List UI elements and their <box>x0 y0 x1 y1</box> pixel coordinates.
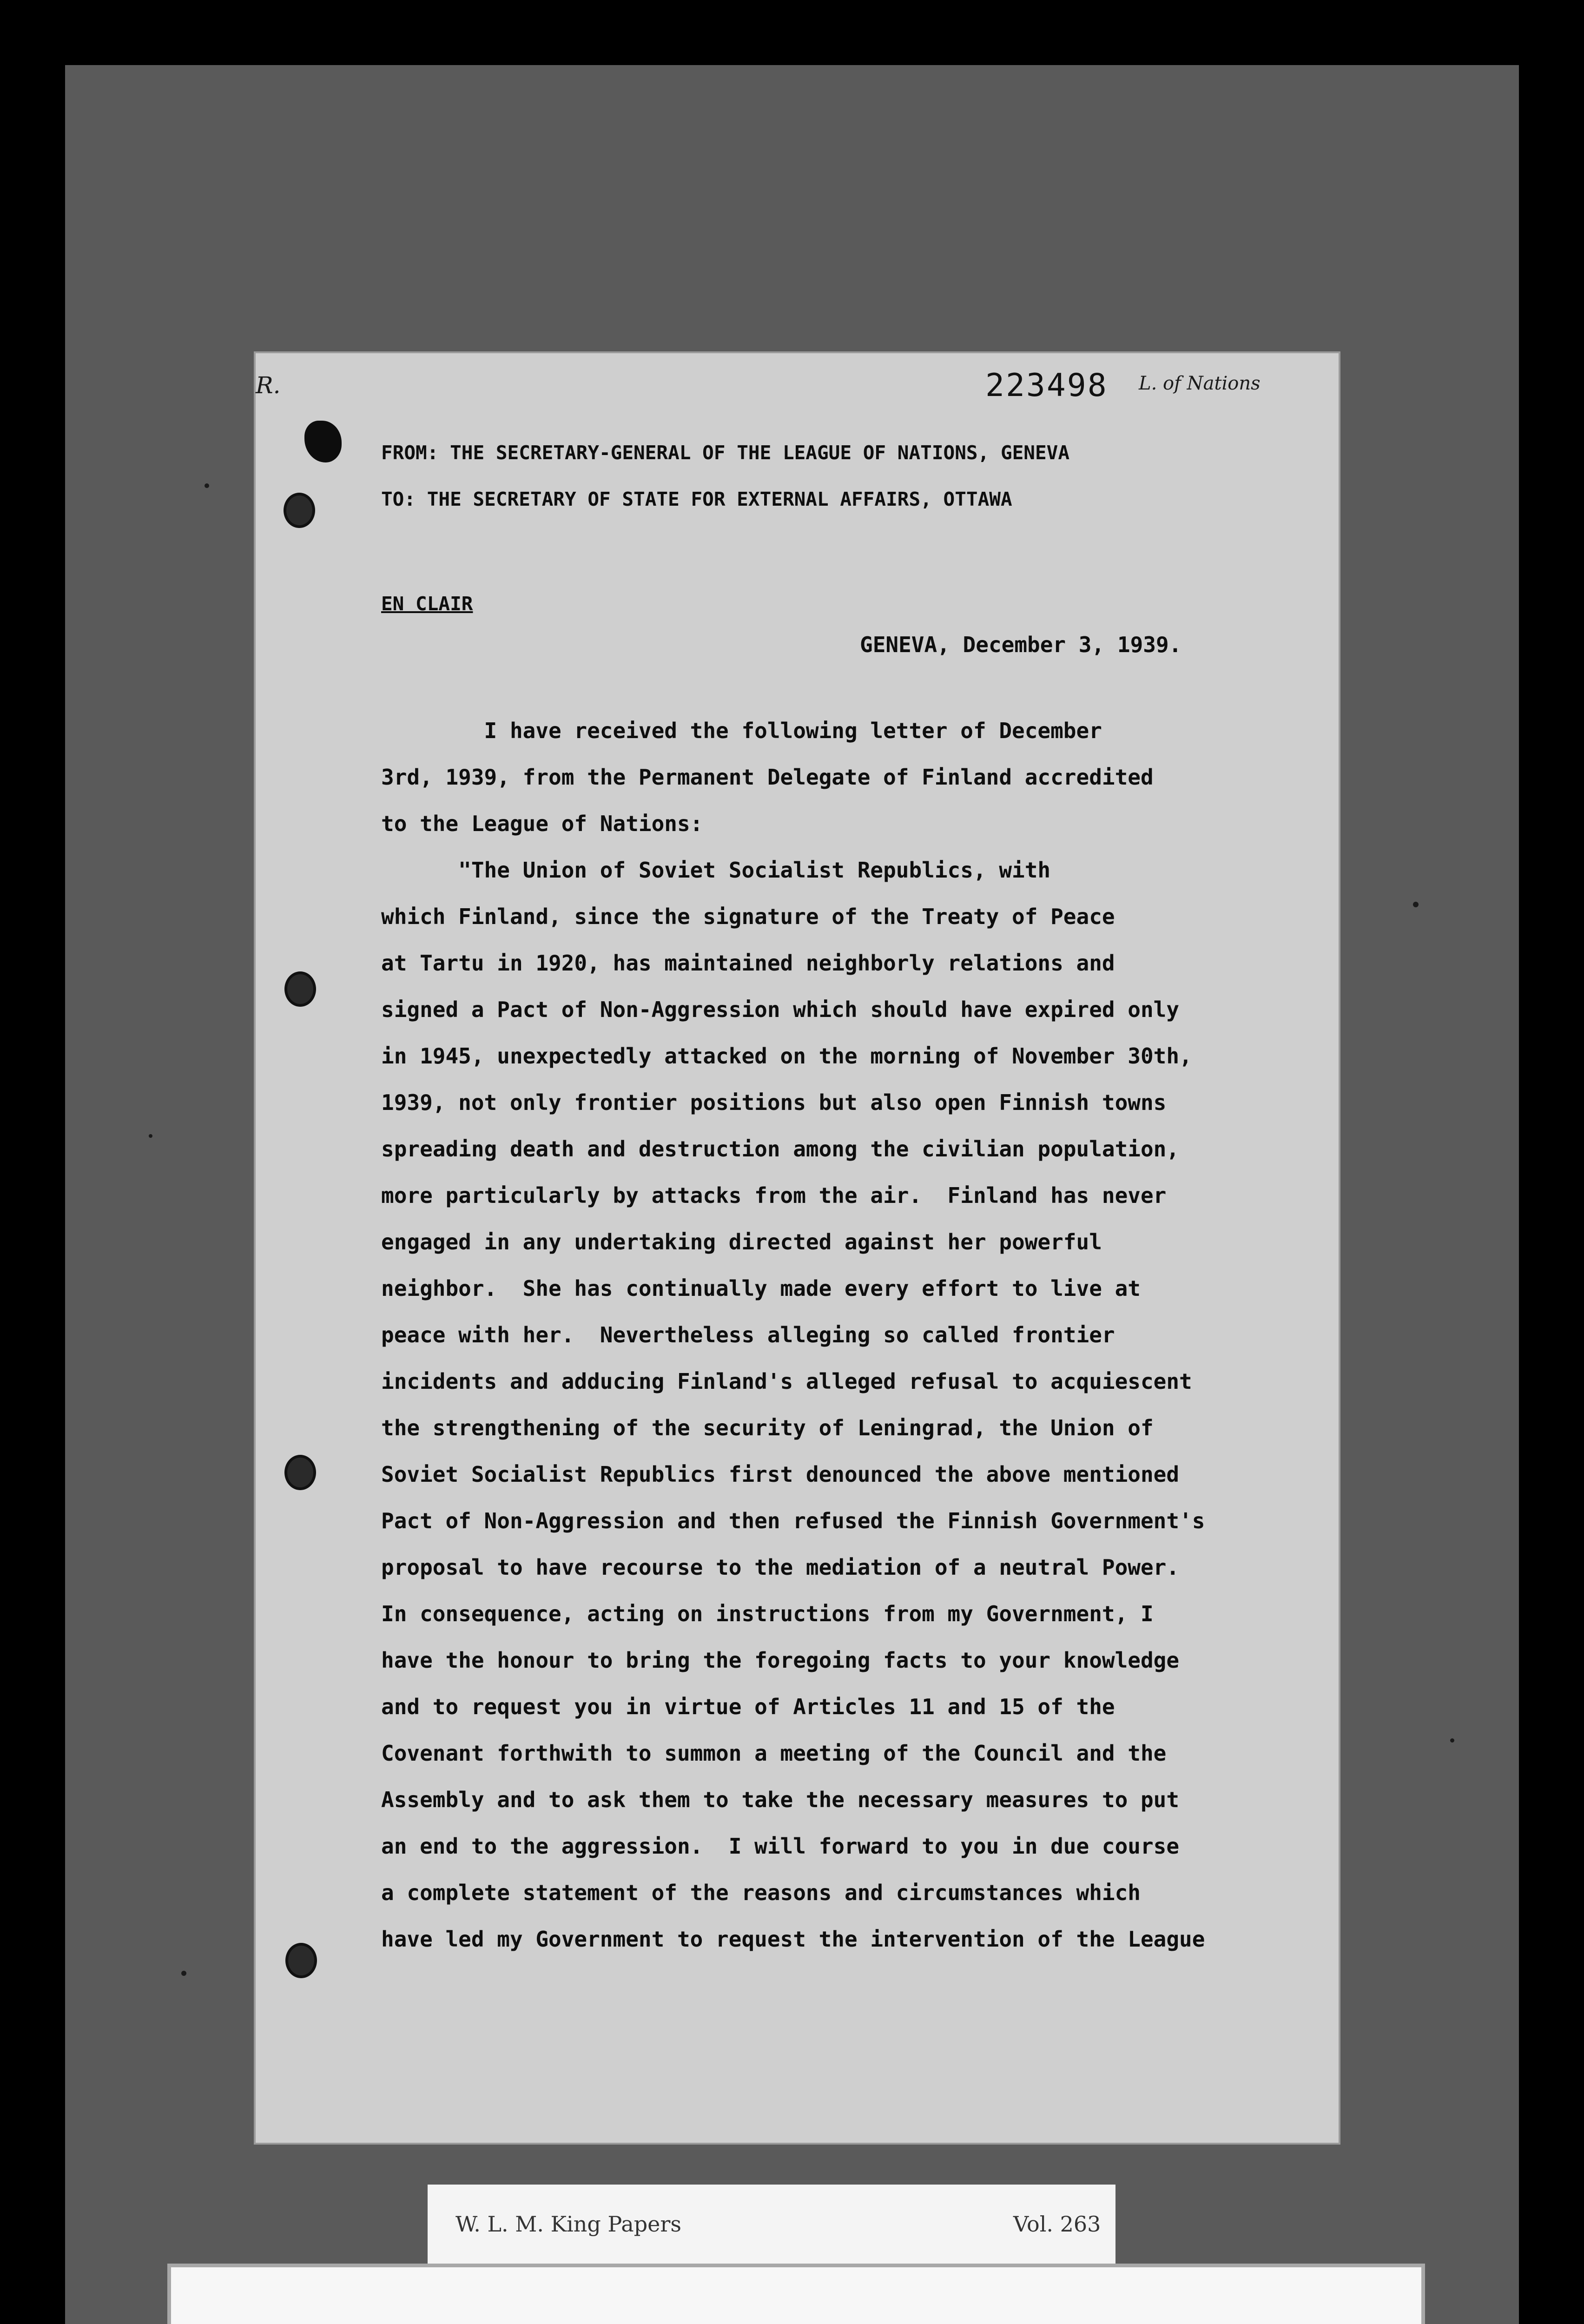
body-line: 3rd, 1939, from the Permanent Delegate of Finland accredited <box>381 765 1154 790</box>
dateline: GENEVA, December 3, 1939. <box>860 632 1182 657</box>
punch-hole <box>284 1455 316 1490</box>
body-line: Pact of Non-Aggression and then refused the Finnish Government's <box>381 1508 1205 1533</box>
body-line: in 1945, unexpectedly attacked on the morning of November 30th, <box>381 1043 1192 1069</box>
body-line: more particularly by attacks from the air. Finland has never <box>381 1183 1167 1208</box>
body-line: "The Union of Soviet Socialist Republics, with <box>381 858 1051 883</box>
body-line: Soviet Socialist Republics first denounced the above mentioned <box>381 1462 1180 1487</box>
collection-label <box>428 2185 1115 2271</box>
body-line: have the honour to bring the foregoing facts to your knowledge <box>381 1648 1180 1673</box>
dust-speck <box>1450 1738 1454 1743</box>
body-line: In consequence, acting on instructions from my Government, I <box>381 1601 1154 1626</box>
body-line: spreading death and destruction among the civilian population, <box>381 1136 1180 1162</box>
dust-speck <box>1413 902 1419 907</box>
header-to: TO: THE SECRETARY OF STATE FOR EXTERNAL AFFAIRS, OTTAWA <box>381 488 1012 510</box>
body-line: incidents and adducing Finland's alleged refusal to acquiescent <box>381 1369 1192 1394</box>
body-line: an end to the aggression. I will forward to you in due course <box>381 1834 1180 1859</box>
body-line: 1939, not only frontier positions but also open Finnish towns <box>381 1090 1167 1115</box>
ink-blot <box>304 421 342 462</box>
handwritten-corner-mark: R. <box>256 372 281 399</box>
document-number: 223498 <box>985 367 1108 404</box>
handwritten-file-note: L. of Nations <box>1139 373 1261 394</box>
collection-name: W. L. M. King Papers <box>455 2212 681 2237</box>
volume-label: Vol. 263 <box>1013 2212 1101 2237</box>
body-line: a complete statement of the reasons and circumstances which <box>381 1880 1141 1905</box>
dust-speck <box>205 483 209 488</box>
punch-hole <box>285 1943 317 1978</box>
letter-page <box>256 353 1339 2143</box>
body-line: the strengthening of the security of Leningrad, the Union of <box>381 1415 1154 1440</box>
body-line: have led my Government to request the intervention of the League <box>381 1927 1205 1952</box>
body-line: proposal to have recourse to the mediation of a neutral Power. <box>381 1555 1180 1580</box>
body-line: and to request you in virtue of Articles 11 and 15 of the <box>381 1694 1115 1719</box>
dust-speck <box>149 1134 152 1138</box>
en-clair-heading: EN CLAIR <box>381 593 473 615</box>
body-line: Assembly and to ask them to take the necessary measures to put <box>381 1787 1180 1812</box>
archive-card <box>167 2264 1425 2324</box>
body-line: at Tartu in 1920, has maintained neighborly relations and <box>381 951 1115 976</box>
body-line: peace with her. Nevertheless alleging so called frontier <box>381 1322 1115 1347</box>
dust-speck <box>181 1971 186 1976</box>
body-line: signed a Pact of Non-Aggression which should have expired only <box>381 997 1180 1022</box>
body-line: to the League of Nations: <box>381 811 703 836</box>
punch-hole <box>284 493 315 528</box>
body-line: engaged in any undertaking directed against her powerful <box>381 1229 1102 1254</box>
body-line: neighbor. She has continually made every effort to live at <box>381 1276 1141 1301</box>
punch-hole <box>284 971 316 1007</box>
header-from: FROM: THE SECRETARY-GENERAL OF THE LEAGUE OF NATIONS, GENEVA <box>381 442 1070 464</box>
body-line: Covenant forthwith to summon a meeting of the Council and the <box>381 1741 1167 1766</box>
body-line: I have received the following letter of December <box>381 718 1102 743</box>
body-line: which Finland, since the signature of the Treaty of Peace <box>381 904 1115 929</box>
